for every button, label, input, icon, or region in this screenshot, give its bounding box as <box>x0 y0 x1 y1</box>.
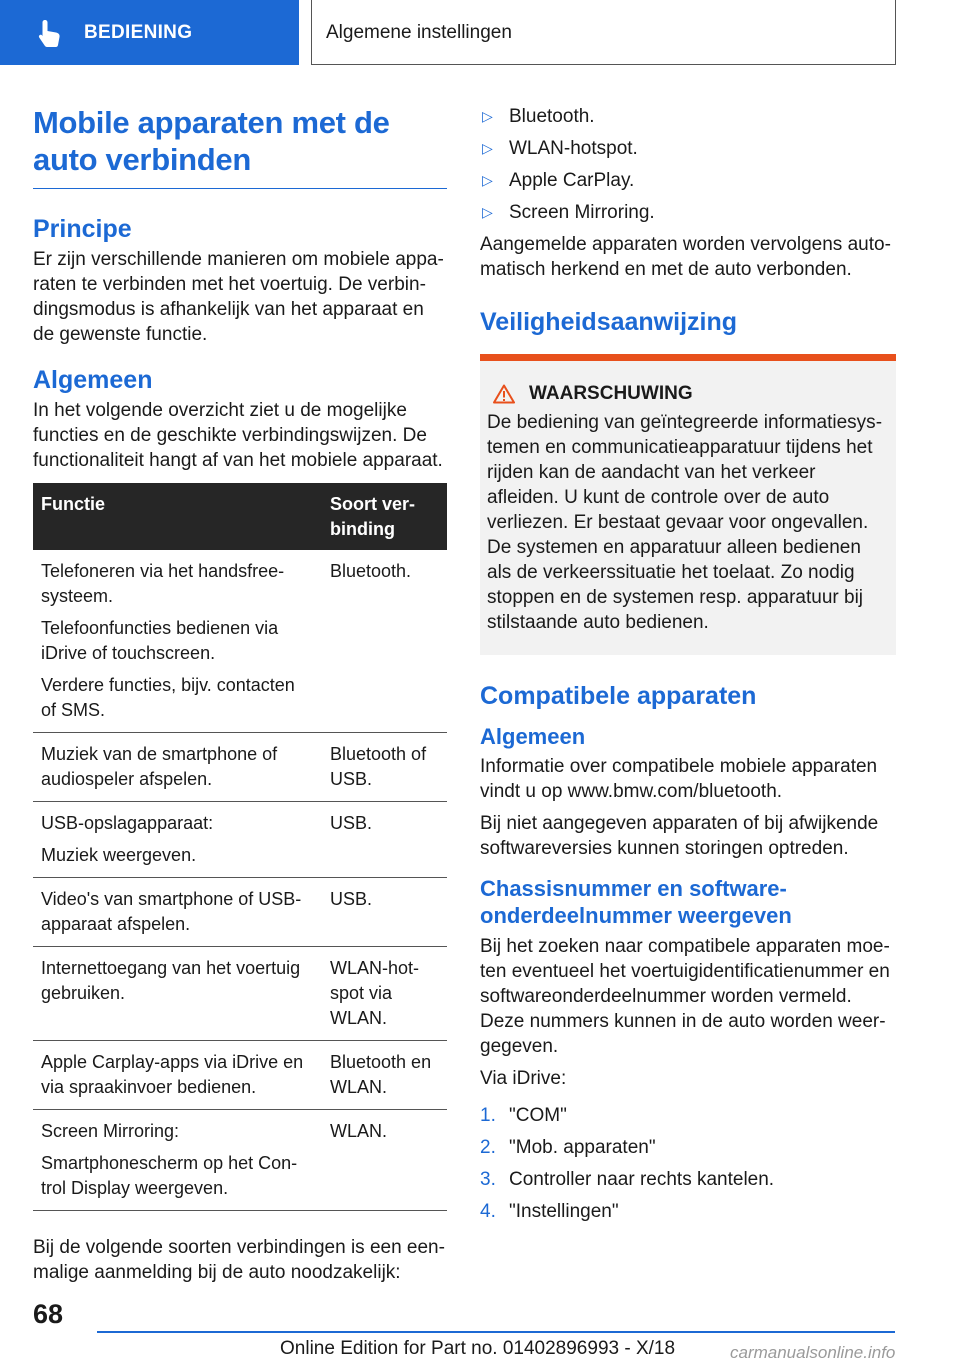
list-item-text: Screen Mirroring. <box>509 202 655 223</box>
list-item <box>480 1199 896 1231</box>
step-text: "Instellingen" <box>509 1201 619 1222</box>
table-row <box>33 550 447 733</box>
header-tab-label: BEDIENING <box>84 22 193 43</box>
left-column <box>33 104 447 1285</box>
principe-text: Er zijn verschillende manieren om mobiele apparaten te verbinden met het voertuig. De verbindingsmodus is afhankelijk van het apparaat en de gewenste functie. <box>33 249 444 345</box>
row-function-text: USB-opslagapparaat: <box>41 813 214 833</box>
page-number: 68 <box>33 1299 64 1329</box>
table-header-function: Functie <box>33 483 322 550</box>
row-function-text: Smartphonescherm op het Control Display weergeven. <box>41 1153 298 1198</box>
chassis-text: Bij het zoeken naar compatibele apparaten moeten eventueel het voertuigidentificatienummer en softwareonderdeelnummer worden vermeld. Deze nummers kunnen in de auto worden weergegeven. <box>480 936 890 1057</box>
row-function-text: Telefoonfuncties bedienen via iDrive of touchscreen. <box>41 618 279 663</box>
compat-heading: Compatibele apparaten <box>480 682 757 710</box>
step-number: 4. <box>480 1201 496 1222</box>
compat-text-2: Bij niet aangegeven apparaten of bij afwijkende softwareversies kunnen storingen optreden. <box>480 813 879 859</box>
watermark: carmanualsonline.info <box>730 1343 896 1362</box>
triangle-bullet-icon: ▷ <box>482 140 493 156</box>
compat-subheading: Algemeen <box>480 724 586 749</box>
row-function-text: Apple Carplay-apps via iDrive en via spraakinvoer bedienen. <box>41 1052 304 1097</box>
table-row <box>33 947 447 1041</box>
hand-pointer-icon <box>36 18 64 48</box>
step-text: Controller naar rechts kantelen. <box>509 1169 775 1190</box>
triangle-bullet-icon: ▷ <box>482 204 493 220</box>
step-number: 3. <box>480 1169 496 1190</box>
row-connection-text: Bluetooth en WLAN. <box>322 1041 447 1110</box>
row-function-text: Muziek van de smartphone of audiospeler afspelen. <box>41 744 278 789</box>
table-row <box>33 878 447 947</box>
row-connection-text: WLAN. <box>322 1110 447 1211</box>
list-item <box>480 104 896 136</box>
compat-text-1: Informatie over compatibele mobiele apparaten vindt u op www.bmw.com/bluetooth. <box>480 756 878 802</box>
step-number: 2. <box>480 1137 496 1158</box>
step-text: "COM" <box>509 1105 567 1126</box>
warning-header <box>487 381 888 406</box>
connection-type-list <box>480 104 896 232</box>
table-header-connection: Soort verbinding <box>322 483 447 550</box>
table-row <box>33 802 447 878</box>
row-function-text: Muziek weergeven. <box>41 845 197 865</box>
via-idrive-text: Via iDrive: <box>480 1068 567 1089</box>
footer-divider <box>97 1331 895 1333</box>
row-function-text: Internettoegang van het voertuig gebruiken. <box>41 958 301 1003</box>
row-connection-text: Bluetooth. <box>322 550 447 733</box>
warning-box <box>480 354 896 655</box>
after-table-text: Bij de volgende soorten verbindingen is een eenmalige aanmelding bij de auto noodzakelijk: <box>33 1237 445 1283</box>
list-item-text: WLAN-hotspot. <box>509 138 638 159</box>
row-connection-text: Bluetooth of USB. <box>322 733 447 802</box>
warning-title: WAARSCHUWING <box>529 383 693 404</box>
section-title: Algemene instellingen <box>311 0 896 65</box>
table-row <box>33 733 447 802</box>
auto-connect-text: Aangemelde apparaten worden vervolgens automatisch herkend en met de auto verbonden. <box>480 234 891 280</box>
list-item <box>480 1167 896 1199</box>
table-row <box>33 1110 447 1211</box>
warning-triangle-icon <box>493 384 515 404</box>
right-column <box>480 104 896 1231</box>
step-text: "Mob. apparaten" <box>509 1137 656 1158</box>
table-row <box>33 1041 447 1110</box>
list-item <box>480 1135 896 1167</box>
row-connection-text: USB. <box>322 878 447 947</box>
footer-edition: Online Edition for Part no. 01402896993 - X/18 <box>280 1338 676 1359</box>
list-item-text: Bluetooth. <box>509 106 595 127</box>
list-item <box>480 1103 896 1135</box>
algemeen-text: In het volgende overzicht ziet u de mogelijke functies en de geschikte verbindingswijzen. De functionaliteit hangt af van het mobiele apparaat. <box>33 400 443 471</box>
header-tab <box>0 0 299 65</box>
row-connection-text: USB. <box>322 802 447 878</box>
row-function-text: Verdere functies, bijv. contacten of SMS. <box>41 675 295 720</box>
row-function-text: Telefoneren via het handsfreesysteem. <box>41 561 285 606</box>
safety-heading: Veiligheidsaanwijzing <box>480 308 738 336</box>
principe-heading: Principe <box>33 215 132 243</box>
warning-text: De bediening van geïntegreerde informatiesystemen en communicatieapparatuur tijdens het rijden kan de aandacht van het verkeer afleiden. U kunt de controle over de auto verliezen. Er bestaat gevaar voor ongevallen. De systemen en apparatuur alleen bedienen als de verkeerssituatie het toelaat. Zo nodig stoppen en de systemen resp. apparatuur bij stilstaande auto bedienen. <box>487 412 883 633</box>
list-item-text: Apple CarPlay. <box>509 170 635 191</box>
row-function-text: Screen Mirroring: <box>41 1121 180 1141</box>
list-item <box>480 200 896 232</box>
triangle-bullet-icon: ▷ <box>482 108 493 124</box>
list-item <box>480 168 896 200</box>
function-table <box>33 483 447 1211</box>
algemeen-heading: Algemeen <box>33 366 153 394</box>
step-number: 1. <box>480 1105 496 1126</box>
steps-list <box>480 1103 896 1231</box>
list-item <box>480 136 896 168</box>
page-title: Mobile apparaten met de auto verbinden <box>33 104 447 189</box>
row-connection-text: WLAN-hotspot via WLAN. <box>322 947 447 1041</box>
row-function-text: Video's van smartphone of USB-apparaat afspelen. <box>41 889 302 934</box>
chassis-heading: Chassisnummer en software-onderdeelnummer weergeven <box>480 876 792 928</box>
triangle-bullet-icon: ▷ <box>482 172 493 188</box>
